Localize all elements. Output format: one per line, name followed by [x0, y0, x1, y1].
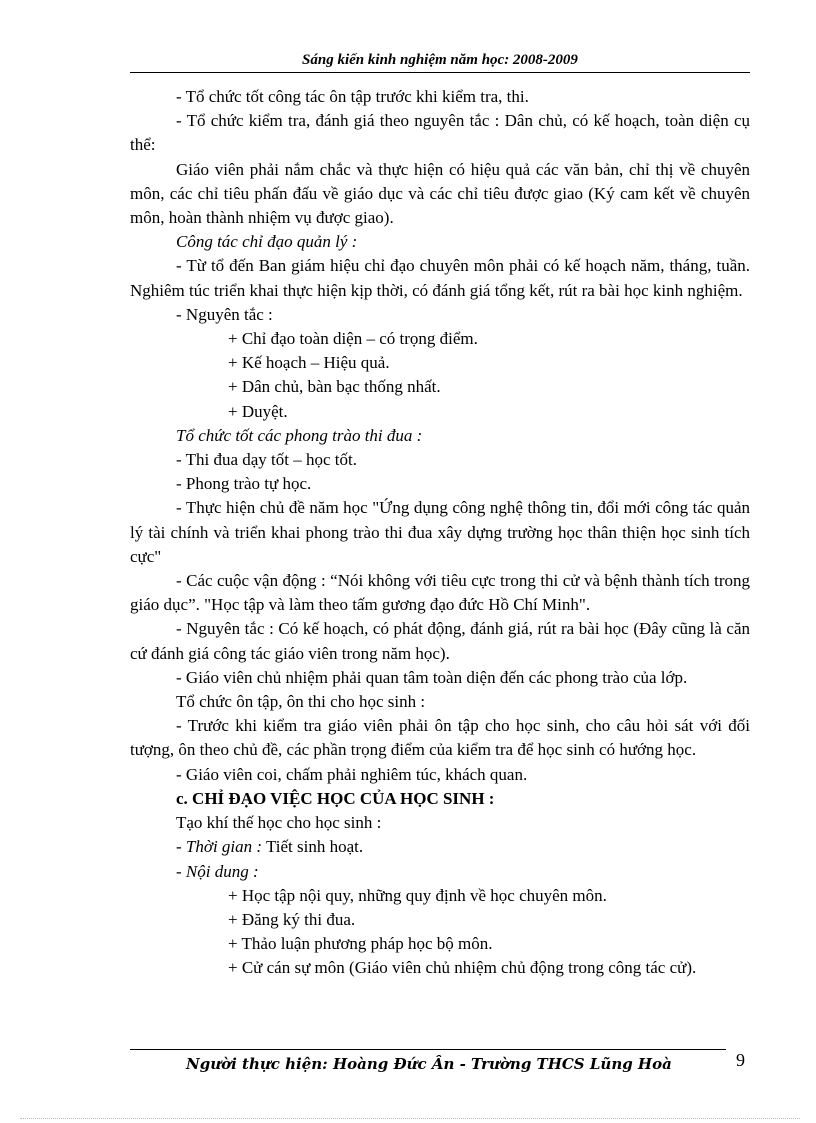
page-edge-dots — [20, 1118, 800, 1119]
paragraph: - Nguyên tắc : Có kế hoạch, có phát động, đánh giá, rút ra bài học (Đây cũng là căn cứ đánh giá công tác giáo viên trong năm học). — [130, 619, 750, 663]
document-body — [130, 85, 750, 981]
list-item: + Chỉ đạo toàn diện – có trọng điểm. — [228, 329, 478, 349]
paragraph: - Nguyên tắc : — [176, 304, 273, 324]
paragraph: - Thực hiện chủ đề năm học "Ứng dụng công nghệ thông tin, đổi mới công tác quản lý tài chính và triển khai phong trào thi đua xây dựng trường học thân thiện học sinh tích cực" — [130, 498, 750, 566]
paragraph: - Tổ chức tốt công tác ôn tập trước khi kiểm tra, thi. — [176, 87, 529, 106]
page-header: Sáng kiến kinh nghiệm năm học: 2008-2009 — [302, 52, 578, 68]
section-heading: Công tác chỉ đạo quản lý : — [176, 232, 358, 252]
paragraph: - Thi đua dạy tốt – học tốt. — [176, 450, 357, 470]
paragraph: - Giáo viên chủ nhiệm phải quan tâm toàn diện đến các phong trào của lớp. — [176, 667, 688, 687]
content-label: - Nội dung : — [176, 861, 259, 881]
paragraph: - Các cuộc vận động : “Nói không với tiêu cực trong thi cử và bệnh thành tích trong giáo dục”. "Học tập và làm theo tấm gương đạo đức Hồ Chí Minh". — [130, 571, 750, 615]
paragraph: - Giáo viên coi, chấm phải nghiêm túc, khách quan. — [176, 764, 528, 784]
paragraph — [130, 835, 750, 859]
list-item: + Kế hoạch – Hiệu quả. — [228, 353, 390, 373]
list-item: + Cử cán sự môn (Giáo viên chủ nhiệm chủ động trong công tác cử). — [228, 958, 697, 978]
section-heading: Tổ chức tốt các phong trào thi đua : — [176, 425, 423, 445]
paragraph: - Tổ chức kiểm tra, đánh giá theo nguyên tắc : Dân chủ, có kế hoạch, toàn diện cụ thể: — [130, 111, 750, 155]
list-item: + Duyệt. — [228, 401, 288, 421]
paragraph: Tổ chức ôn tập, ôn thi cho học sinh : — [176, 692, 426, 712]
list-item: + Đăng ký thi đua. — [228, 909, 356, 929]
list-item: + Thảo luận phương pháp học bộ môn. — [228, 934, 493, 954]
header-rule — [130, 72, 750, 73]
list-item: + Học tập nội quy, những quy định về học chuyên môn. — [228, 885, 607, 905]
time-label: - Thời gian : — [176, 837, 263, 857]
paragraph: Giáo viên phải nắm chắc và thực hiện có hiệu quả các văn bản, chỉ thị về chuyên môn, các chỉ tiêu phấn đấu về giáo dục và các chỉ tiêu được giao (Ký cam kết về chuyên môn, hoàn thành nhiệm vụ được giao). — [130, 159, 750, 228]
list-item: + Dân chủ, bàn bạc thống nhất. — [228, 377, 441, 397]
paragraph: Tạo khí thế học cho học sinh : — [176, 813, 382, 833]
footer-rule — [130, 1049, 726, 1050]
paragraph: - Trước khi kiểm tra giáo viên phải ôn tập cho học sinh, cho câu hỏi sát với đối tượng, ôn theo chủ đề, các phần trọng điểm của kiểm tra để học sinh có hướng học. — [130, 716, 750, 760]
page-footer: Người thực hiện: Hoàng Đức Ân - Trường THCS Lũng Hoà — [186, 1055, 672, 1073]
page-number: 9 — [736, 1050, 745, 1070]
paragraph: - Phong trào tự học. — [176, 474, 312, 494]
paragraph: - Từ tổ đến Ban giám hiệu chỉ đạo chuyên môn phải có kế hoạch năm, tháng, tuần. Nghiêm túc triển khai thực hiện kịp thời, có đánh giá tổng kết, rút ra bài học kinh nghiệm. — [130, 256, 750, 300]
time-value: Tiết sinh hoạt. — [266, 837, 364, 857]
section-heading: c. CHỈ ĐẠO VIỆC HỌC CỦA HỌC SINH : — [176, 788, 495, 808]
